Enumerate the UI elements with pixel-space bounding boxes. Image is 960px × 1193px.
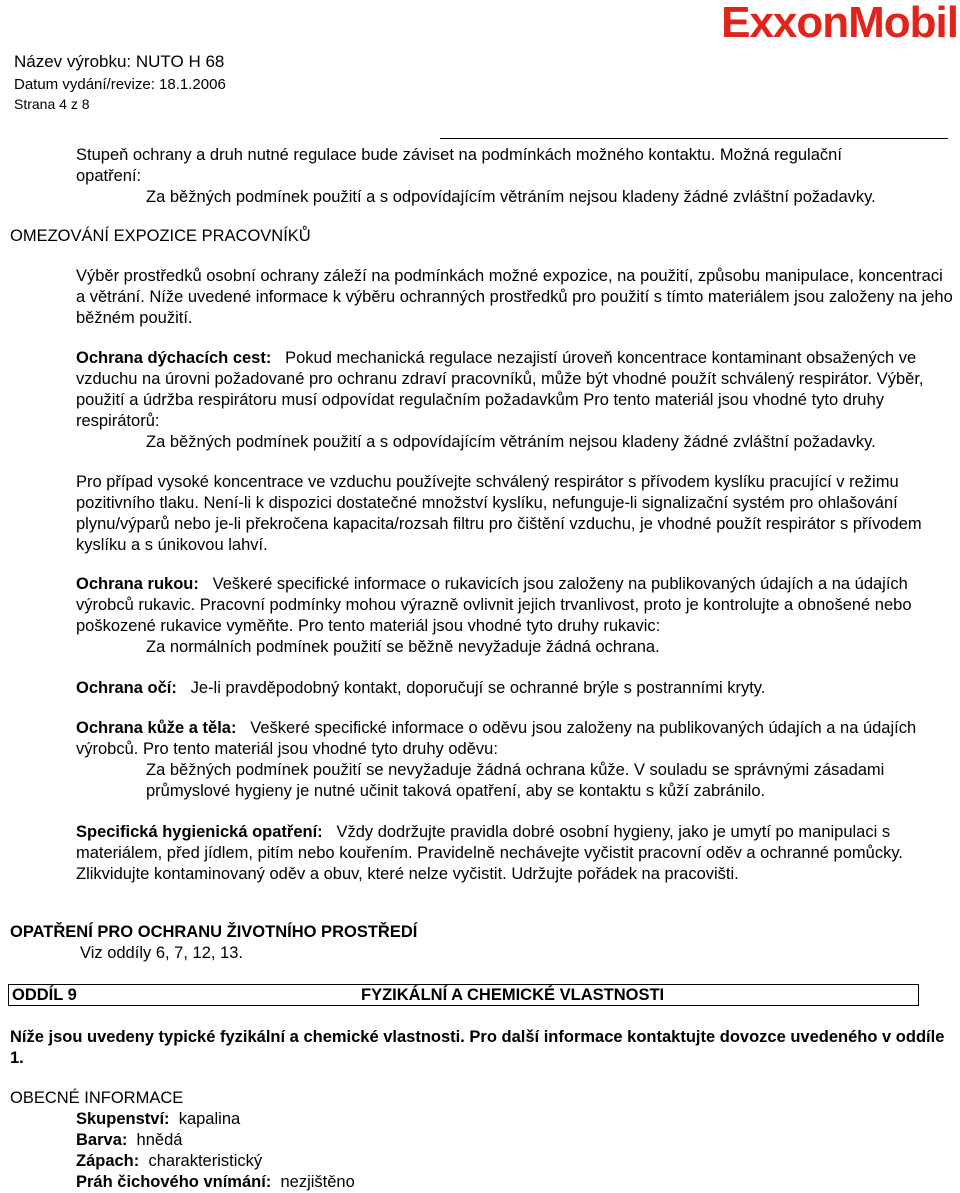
property-row (76, 1109, 355, 1130)
worker-text: Výběr prostředků osobní ochrany záleží na podmínkách možné expozice, na použití, způsobu manipulace, koncentraci a větrání. Níže uvedené informace k výběru ochranných prostředků pro použití s tímto materiálem jsou založeny na jeho běžném použití. (76, 267, 953, 327)
skin-text: Veškeré specifické informace o oděvu jsou založeny na publikovaných údajích a na údajích výrobců. Pro tento materiál jsou vhodné tyto druhy oděvu: (76, 719, 917, 758)
environment-text: Viz oddíly 6, 7, 12, 13. (80, 944, 243, 962)
respiratory-extra: Pro případ vysoké koncentrace ve vzduchu používejte schválený respirátor s přívodem kyslíku pracující v režimu pozitivního tlaku. Není-li k dispozici dostatečné množství kyslíku, nefunguje-li signalizační systém pro ohlašování plynu/výparů nebo je-li překročena kapacita/rozsah filtru pro čištění vzduchu, je vhodné použít respirátor s přívodem kyslíku a s únikovou lahví. (76, 473, 922, 554)
skin-label: Ochrana kůže a těla: (76, 719, 237, 737)
property-row (76, 1151, 355, 1172)
property-value: kapalina (178, 1110, 241, 1128)
property-label: Zápach: (76, 1152, 140, 1170)
section-title: FYZIKÁLNÍ A CHEMICKÉ VLASTNOSTI (361, 986, 665, 1004)
environment-heading: OPATŘENÍ PRO OCHRANU ŽIVOTNÍHO PROSTŘEDÍ (10, 923, 418, 941)
skin-block (76, 718, 954, 802)
general-info-heading: OBECNÉ INFORMACE (10, 1089, 184, 1107)
intro-indent: Za běžných podmínek použití a s odpovídajícím větráním nejsou kladeny žádné zvláštní požadavky. (146, 188, 876, 206)
eyes-label: Ochrana očí: (76, 679, 177, 697)
property-value: charakteristický (148, 1152, 263, 1170)
property-label: Barva: (76, 1131, 128, 1149)
section-9-header (8, 984, 919, 1006)
properties-list (76, 1109, 355, 1193)
header-rule (440, 138, 948, 139)
page-number: Strana 4 z 8 (14, 96, 90, 112)
hygiene-label: Specifická hygienická opatření: (76, 823, 323, 841)
section-9-note: Níže jsou uvedeny typické fyzikální a chemické vlastnosti. Pro další informace kontaktujte dovozce uvedeného v oddíle 1. (10, 1028, 945, 1067)
property-row (76, 1130, 355, 1151)
eyes-text: Je-li pravděpodobný kontakt, doporučují se ochranné brýle s postranními kryty. (190, 679, 766, 697)
property-label: Práh čichového vnímání: (76, 1173, 272, 1191)
hygiene-block (76, 822, 954, 885)
hands-text: Veškeré specifické informace o rukavicích jsou založeny na publikovaných údajích a na údajích výrobců rukavic. Pracovní podmínky mohou výrazně ovlivnit jejich trvanlivost, proto je kontrolujte a obnošené nebo poškozené rukavice vyměňte. Pro tento materiál jsou vhodné tyto druhy rukavic: (76, 575, 912, 635)
hands-block (76, 574, 954, 658)
respiratory-block (76, 348, 954, 453)
product-name: Název výrobku: NUTO H 68 (14, 52, 225, 71)
hygiene-text: Vždy dodržujte pravidla dobré osobní hygieny, jako je umytí po manipulaci s materiálem, před jídlem, pitím nebo kouřením. Pravidelně nechávejte vyčistit pracovní oděv a ochranné pomůcky. Zlikvidujte kontaminovaný oděv a obuv, které nelze vyčistit. Udržujte pořádek na pracovišti. (76, 823, 903, 883)
property-label: Skupenství: (76, 1110, 170, 1128)
exxonmobil-logo: ExxonMobil (721, 0, 958, 47)
eyes-block (76, 678, 954, 699)
section-number: ODDÍL 9 (12, 986, 77, 1004)
skin-indent: Za běžných podmínek použití se nevyžaduje žádná ochrana kůže. V souladu se správnými zásadami průmyslové hygieny je nutné učinit taková opatření, aby se kontaktu s kůží zabránilo. (146, 761, 885, 800)
intro-block (76, 145, 954, 208)
issue-date: Datum vydání/revize: 18.1.2006 (14, 76, 226, 93)
property-row (76, 1172, 355, 1193)
property-value: hnědá (136, 1131, 183, 1149)
worker-exposure-heading: OMEZOVÁNÍ EXPOZICE PRACOVNÍKŮ (10, 227, 311, 245)
intro-line: Stupeň ochrany a druh nutné regulace bude záviset na podmínkách možného kontaktu. Možná regulační (76, 146, 842, 164)
respiratory-indent: Za běžných podmínek použití a s odpovídajícím větráním nejsou kladeny žádné zvláštní požadavky. (146, 433, 876, 451)
respiratory-label: Ochrana dýchacích cest: (76, 349, 272, 367)
property-value: nezjištěno (280, 1173, 355, 1191)
hands-label: Ochrana rukou: (76, 575, 199, 593)
intro-line: opatření: (76, 167, 142, 185)
hands-indent: Za normálních podmínek použití se běžně nevyžaduje žádná ochrana. (146, 638, 660, 656)
respiratory-text: Pokud mechanická regulace nezajistí úroveň koncentrace kontaminant obsažených ve vzduchu na úrovni požadované pro ochranu zdraví pracovníků, může být vhodné použít schválený respirátor. Výběr, použití a údržba respirátoru musí odpovídat regulačním požadavkům Pro tento materiál jsou vhodné tyto druhy respirátorů: (76, 349, 924, 430)
